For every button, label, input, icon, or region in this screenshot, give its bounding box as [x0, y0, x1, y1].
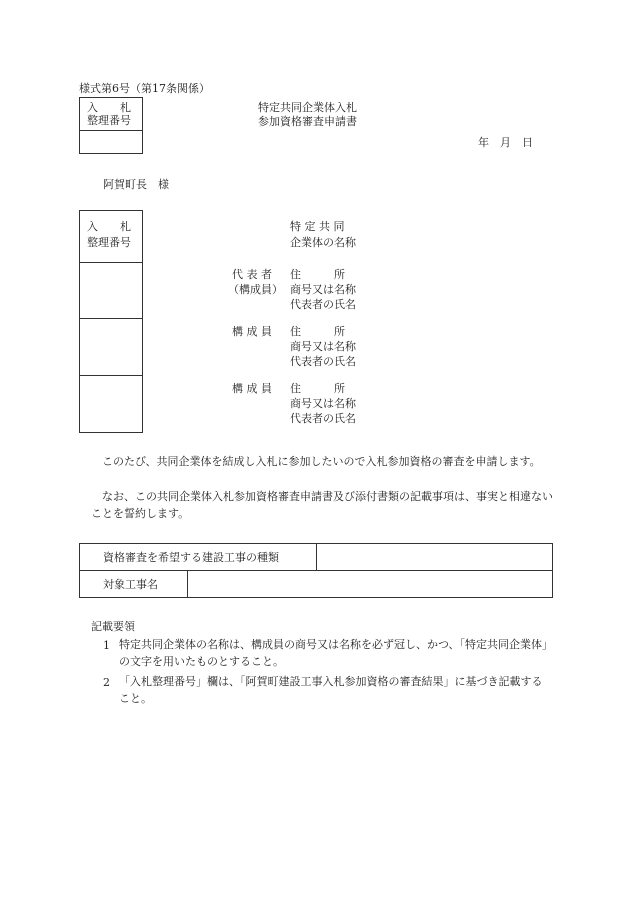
jv-box-label-line1: 入 札 — [87, 220, 131, 233]
jv-box-label-line2: 整理番号 — [87, 236, 131, 249]
jv-name-label-line2: 企業体の名称 — [290, 236, 356, 249]
jv-box-divider-1 — [79, 262, 143, 263]
member-rep-name-label: 代表者の氏名 — [290, 355, 356, 368]
top-box-divider — [79, 130, 143, 131]
note-item-1-text: 特定共同企業体の名称は、構成員の商号又は名称を必ず冠し、かつ、「特定共同企業体」の文字を用いたものとすること。 — [119, 638, 548, 668]
table-row1-column-divider — [316, 543, 317, 570]
document-title-line2: 参加資格審査申請書 — [258, 115, 357, 128]
table-row2-column-divider — [187, 570, 188, 598]
body-paragraph-pledge: なお、この共同企業体入札参加資格審査申請書及び添付書類の記載事項は、事実と相違ないことを誓約します。 — [91, 490, 553, 520]
top-box-label-line1: 入 札 — [87, 101, 131, 114]
member-rep-name-label: 代表者の氏名 — [290, 412, 356, 425]
member-role: 構 成 員 — [232, 382, 272, 395]
note-item-number: 2 — [103, 676, 110, 689]
project-name-label: 対象工事名 — [103, 578, 158, 591]
note-item-number: 1 — [103, 639, 110, 652]
member-trade-name-label: 商号又は名称 — [290, 397, 356, 410]
form-number: 様式第6号（第17条関係） — [79, 82, 210, 95]
notes-heading: 記載要領 — [91, 620, 135, 633]
document-title-line1: 特定共同企業体入札 — [258, 101, 357, 114]
note-item-2-text: 「入札整理番号」欄は、「阿賀町建設工事入札参加資格の審査結果」に基づき記載すること。 — [119, 675, 543, 705]
member-trade-name-label: 商号又は名称 — [290, 283, 356, 296]
jv-box-divider-2 — [79, 318, 143, 319]
jv-box-divider-3 — [79, 375, 143, 376]
member-address-label: 住 所 — [290, 268, 345, 281]
body-paragraph-application: このたび、共同企業体を結成し入札に参加したいので入札参加資格の審査を申請します。 — [102, 455, 541, 468]
member-rep-name-label: 代表者の氏名 — [290, 298, 356, 311]
member-role: 構 成 員 — [232, 325, 272, 338]
member-role: 代 表 者 — [232, 268, 272, 281]
table-row-divider — [79, 570, 553, 571]
member-role-sub: （構成員） — [228, 283, 283, 296]
member-trade-name-label: 商号又は名称 — [290, 340, 356, 353]
note-item-text — [119, 636, 553, 670]
member-address-label: 住 所 — [290, 325, 345, 338]
top-box-label-line2: 整理番号 — [87, 114, 131, 127]
note-item-text — [119, 673, 553, 707]
date-line: 年 月 日 — [478, 136, 533, 149]
jv-name-label-line1: 特 定 共 同 — [290, 220, 345, 233]
member-address-label: 住 所 — [290, 382, 345, 395]
addressee: 阿賀町長 様 — [103, 178, 169, 191]
work-type-label: 資格審査を希望する建設工事の種類 — [103, 551, 279, 564]
